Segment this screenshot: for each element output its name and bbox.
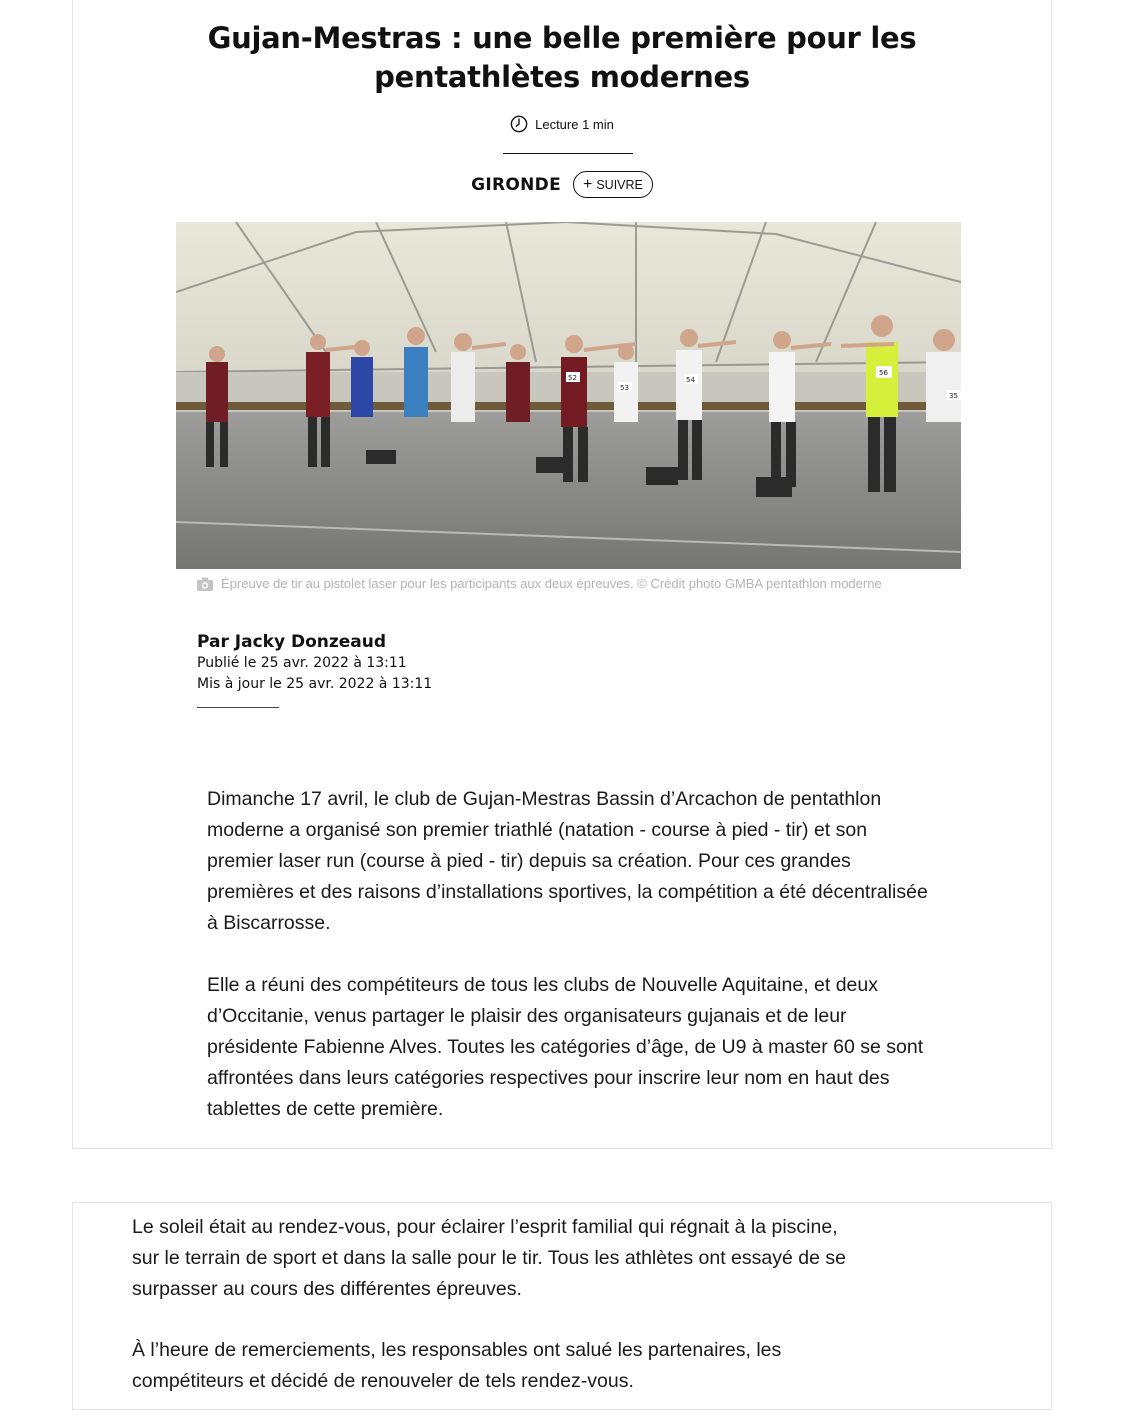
paragraph-2: Elle a réuni des compétiteurs de tous les clubs de Nouvelle Aquitaine, et deux d’Occitanie, venus partager le plaisir des organisateurs gujanais et de leur présidente Fabienne Alves. Toutes les catégories d’âge, de U9 à master 60 se sont affrontées dans leurs catégories respectives pour inscrire leur nom en haut des tablettes de cette première. <box>207 974 924 1120</box>
reading-time <box>73 115 1051 133</box>
image-caption <box>197 575 897 592</box>
tag-gironde[interactable]: GIRONDE <box>471 174 561 195</box>
updated-date: Mis à jour le 25 avr. 2022 à 13:11 <box>197 676 433 692</box>
plus-icon: + <box>582 175 593 193</box>
follow-button[interactable] <box>573 171 653 198</box>
photo-illustration <box>176 222 961 569</box>
author-divider <box>197 707 279 708</box>
caption-text: Épreuve de tir au pistolet laser pour les participants aux deux épreuves. © Crédit photo GMBA pentathlon moderne <box>221 576 882 591</box>
bib-35: 35 <box>949 392 958 400</box>
paragraph-3: Le soleil était au rendez-vous, pour éclairer l’esprit familial qui régnait à la piscine, sur le terrain de sport et dans la salle pour le tir. Tous les athlètes ont essayé de se surpasser au cours des différentes épreuves. <box>132 1216 846 1300</box>
author-link[interactable]: Par Jacky Donzeaud <box>197 632 387 652</box>
clock-icon <box>510 115 528 133</box>
bib-56: 56 <box>879 369 888 377</box>
follow-label: SUIVRE <box>596 177 643 192</box>
title-divider <box>503 153 633 154</box>
article-card <box>72 0 1052 1149</box>
tag-row <box>73 171 1051 198</box>
article-title: Gujan-Mestras : une belle première pour les pentathlètes modernes <box>207 21 917 94</box>
published-date: Publié le 25 avr. 2022 à 13:11 <box>197 655 407 671</box>
camera-icon <box>197 577 213 591</box>
bib-53: 53 <box>620 384 629 392</box>
article-photo <box>176 222 961 569</box>
paragraph-1: Dimanche 17 avril, le club de Gujan-Mestras Bassin d’Arcachon de pentathlon moderne a organisé son premier triathlé (natation - course à pied - tir) et son premier laser run (course à pied - tir) depuis sa création. Pour ces grandes premières et des raisons d’installations sportives, la compétition a été décentralisée à Biscarrosse. <box>207 788 928 934</box>
bib-52: 52 <box>568 374 577 382</box>
bib-54: 54 <box>686 376 695 384</box>
paragraph-4: À l’heure de remerciements, les responsables ont salué les partenaires, les compétiteurs et décidé de renouveler de tels rendez-vous. <box>132 1339 782 1392</box>
reading-time-label: Lecture 1 min <box>535 116 614 132</box>
